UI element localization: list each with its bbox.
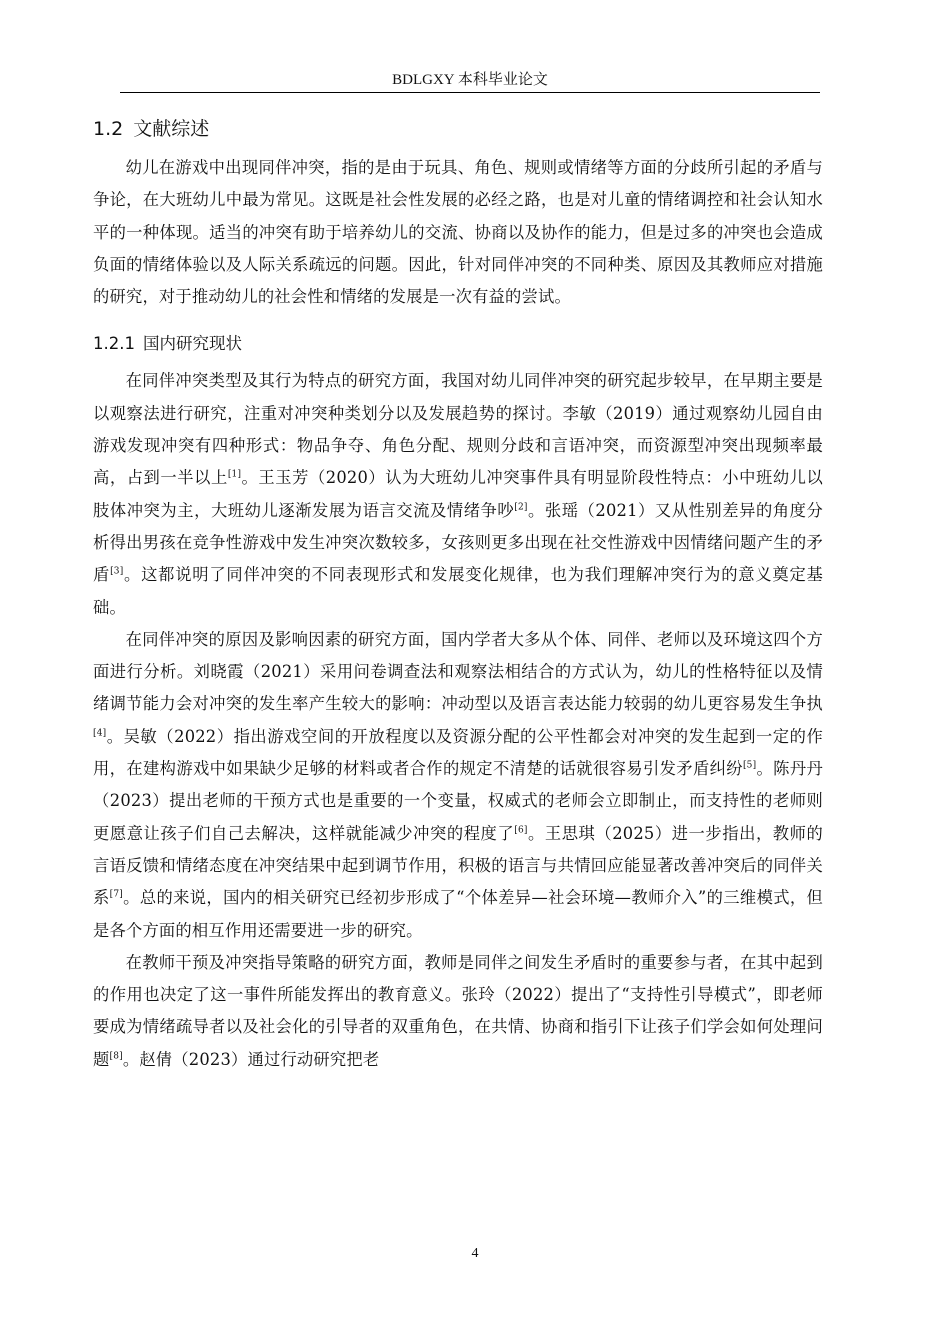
header-divider xyxy=(120,92,820,93)
paragraph-text: 。吴敏（2022）指出游戏空间的开放程度以及资源分配的公平性都会对冲突的发生起到一定的作用，在建构游戏中如果缺少足够的材料或者合作的规定不清楚的话就很容易引发矛盾纠纷 xyxy=(93,726,823,779)
citation-8: [8] xyxy=(109,1051,123,1062)
page-header-title: BDLGXY 本科毕业论文 xyxy=(392,72,548,88)
citation-3: [3] xyxy=(110,566,124,577)
paragraph-text: 。赵倩（2023）通过行动研究把老 xyxy=(122,1049,380,1069)
citation-6: [6] xyxy=(514,825,528,836)
paragraph-text: 在同伴冲突的原因及影响因素的研究方面，国内学者大多从个体、同伴、老师以及环境这四个方面进行分析。刘晓霞（2021）采用问卷调查法和观察法相结合的方式认为，幼儿的性格特征以及情绪调节能力会对冲突的发生率产生较大的影响：冲动型以及语言表达能力较弱的幼儿更容易发生争执 xyxy=(93,629,823,714)
citation-4: [4] xyxy=(93,728,107,739)
citation-1: [1] xyxy=(227,469,242,480)
paragraph-text: 。这都说明了同伴冲突的不同表现形式和发展变化规律，也为我们理解冲突行为的意义奠定基础。 xyxy=(93,565,823,617)
intro-paragraph: 幼儿在游戏中出现同伴冲突，指的是由于玩具、角色、规则或情绪等方面的分歧所引起的矛盾与争论，在大班幼儿中最为常见。这既是社会性发展的必经之路，也是对儿童的情绪调控和社会认知水平的一种体现。适当的冲突有助于培养幼儿的交流、协商以及协作的能力，但是过多的冲突也会造成负面的情绪体验以及人际关系疏远的问题。因此，针对同伴冲突的不同种类、原因及其教师应对措施的研究，对于推动幼儿的社会性和情绪的发展是一次有益的尝试。 xyxy=(93,158,823,307)
section-heading xyxy=(93,116,823,142)
section-title: 文献综述 xyxy=(133,118,210,140)
paragraph-text: 在教师干预及冲突指导策略的研究方面，教师是同伴之间发生矛盾时的重要参与者，在其中起到的作用也决定了这一事件所能发挥出的教育意义。张玲（2022）提出了“支持性引导模式”，即老师要成为情绪疏导者以及社会化的引导者的双重角色，在共情、协商和指引下让孩子们学会如何处理问题 xyxy=(93,952,823,1069)
subsection-title: 国内研究现状 xyxy=(142,334,242,354)
subsection-number: 1.2.1 xyxy=(93,334,135,354)
paragraph-text: 。王思琪（2025）进一步指出，教师的言语反馈和情绪态度在冲突结果中起到调节作用，积极的语言与共情回应能显著改善冲突后的同伴关系 xyxy=(93,823,823,908)
subsection-heading xyxy=(93,331,823,357)
paragraph-text: 。王玉芳（2020）认为大班幼儿冲突事件具有明显阶段性特点：小中班幼儿以肢体冲突为主，大班幼儿逐渐发展为语言交流及情绪争吵 xyxy=(93,468,823,520)
paragraph-teacher-intervention xyxy=(93,947,823,1076)
page-number: 4 xyxy=(471,1246,479,1261)
paragraph-text: 。总的来说，国内的相关研究已经初步形成了“个体差异—社会环境—教师介入”的三维模式，但是各个方面的相互作用还需要进一步的研究。 xyxy=(93,888,823,940)
citation-2: [2] xyxy=(514,502,528,513)
paragraph-text: 。张瑶（2021）又从性别差异的角度分析得出男孩在竞争性游戏中发生冲突次数较多，女孩则更多出现在社交性游戏中因情绪问题产生的矛盾 xyxy=(93,500,823,585)
page-body xyxy=(93,116,823,1076)
citation-7: [7] xyxy=(109,889,124,900)
paragraph-text: 在同伴冲突类型及其行为特点的研究方面，我国对幼儿同伴冲突的研究起步较早，在早期主要是以观察法进行研究，注重对冲突种类划分以及发展趋势的探讨。李敏（2019）通过观察幼儿园自由游戏发现冲突有四种形式：物品争夺、角色分配、规则分歧和言语冲突，而资源型冲突出现频率最高，占到一半以上 xyxy=(93,371,823,488)
citation-5: [5] xyxy=(742,760,757,771)
paragraph-conflict-types xyxy=(93,365,823,623)
paragraph-text: 。陈丹丹（2023）提出老师的干预方式也是重要的一个变量，权威式的老师会立即制止，而支持性的老师则更愿意让孩子们自己去解决，这样就能减少冲突的程度了 xyxy=(93,759,823,843)
paragraph-conflict-causes xyxy=(93,624,823,947)
section-number: 1.2 xyxy=(93,118,124,140)
